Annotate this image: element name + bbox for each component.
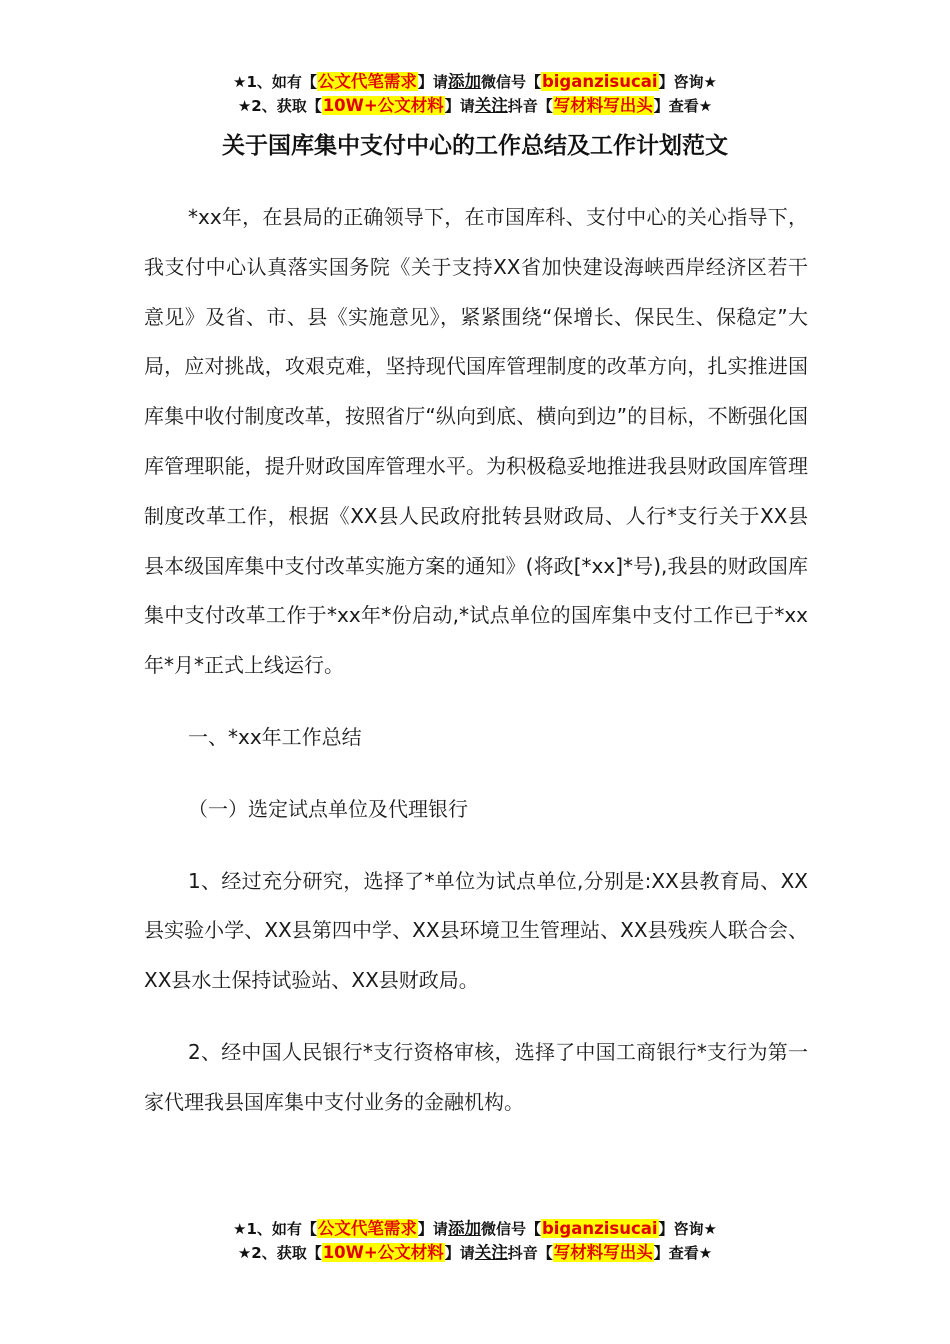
promo-text: 】请 — [417, 1220, 448, 1238]
promo-text: 】咨询★ — [658, 73, 717, 91]
document-title: 关于国库集中支付中心的工作总结及工作计划范文 — [222, 133, 728, 159]
promo-text: 】请 — [444, 97, 475, 115]
promo-text: ★2、获取【 — [237, 1244, 322, 1262]
promo-text: ★2、获取【 — [237, 97, 322, 115]
section-heading: 一、*xx年工作总结 — [188, 724, 362, 749]
promo-text: 】咨询★ — [658, 1220, 717, 1238]
promo-text: ★1、如有【 — [233, 1220, 317, 1238]
promo-line-1 — [0, 70, 950, 94]
promo-emphasis: 添加 — [447, 72, 481, 91]
promo-emphasis: 添加 — [447, 1219, 481, 1238]
promo-line-1 — [0, 1217, 950, 1241]
subsection-heading: （一）选定试点单位及代理银行 — [188, 796, 468, 821]
promo-text: 微信号【 — [480, 73, 541, 91]
promo-text: 】请 — [417, 73, 448, 91]
promo-douyin-id: 写材料写出头 — [553, 1243, 653, 1262]
promo-text: 】请 — [444, 1244, 475, 1262]
list-item: 2、经中国人民银行*支行资格审核，选择了中国工商银行*支行为第一家代理我县国库集中支付业务的金融机构。 — [144, 1039, 808, 1114]
promo-banner-bottom — [0, 1217, 950, 1265]
promo-line-2 — [0, 94, 950, 118]
promo-wechat-id: biganzisucai — [541, 1219, 658, 1238]
promo-emphasis: 关注 — [474, 96, 508, 115]
list-item: 1、经过充分研究，选择了*单位为试点单位,分别是:XX县教育局、XX县实验小学、XX县第四中学、XX县环境卫生管理站、XX县残疾人联合会、XX县水土保持试验站、XX县财政局。 — [144, 868, 808, 993]
promo-line-2 — [0, 1241, 950, 1265]
document-body — [144, 193, 808, 1128]
promo-text: ★1、如有【 — [233, 73, 317, 91]
promo-text: 】查看★ — [653, 1244, 713, 1262]
promo-text: 微信号【 — [480, 1220, 541, 1238]
promo-highlight: 10W+公文材料 — [322, 1243, 444, 1262]
promo-highlight: 公文代笔需求 — [317, 72, 417, 91]
intro-paragraph: *xx年，在县局的正确领导下，在市国库科、支付中心的关心指导下，我支付中心认真落实国务院《关于支持XX省加快建设海峡西岸经济区若干意见》及省、市、县《实施意见》，紧紧围绕“保增长、保民生、保稳定”大局，应对挑战，攻艰克难，坚持现代国库管理制度的改革方向，扎实推进国库集中收付制度改革，按照省厅“纵向到底、横向到边”的目标，不断强化国库管理职能，提升财政国库管理水平。为积极稳妥地推进我县财政国库管理制度改革工作，根据《XX县人民政府批转县财政局、人行*支行关于XX县县本级国库集中支付改革实施方案的通知》(将政[*xx]*号),我县的财政国库集中支付改革工作于*xx年*份启动,*试点单位的国库集中支付工作已于*xx年*月*正式上线运行。 — [144, 205, 808, 678]
promo-text: 抖音【 — [507, 97, 553, 115]
promo-douyin-id: 写材料写出头 — [553, 96, 653, 115]
promo-text: 抖音【 — [507, 1244, 553, 1262]
promo-highlight: 10W+公文材料 — [322, 96, 444, 115]
promo-emphasis: 关注 — [474, 1243, 508, 1262]
promo-wechat-id: biganzisucai — [541, 72, 658, 91]
promo-banner-top — [0, 70, 950, 118]
promo-highlight: 公文代笔需求 — [317, 1219, 417, 1238]
promo-text: 】查看★ — [653, 97, 713, 115]
